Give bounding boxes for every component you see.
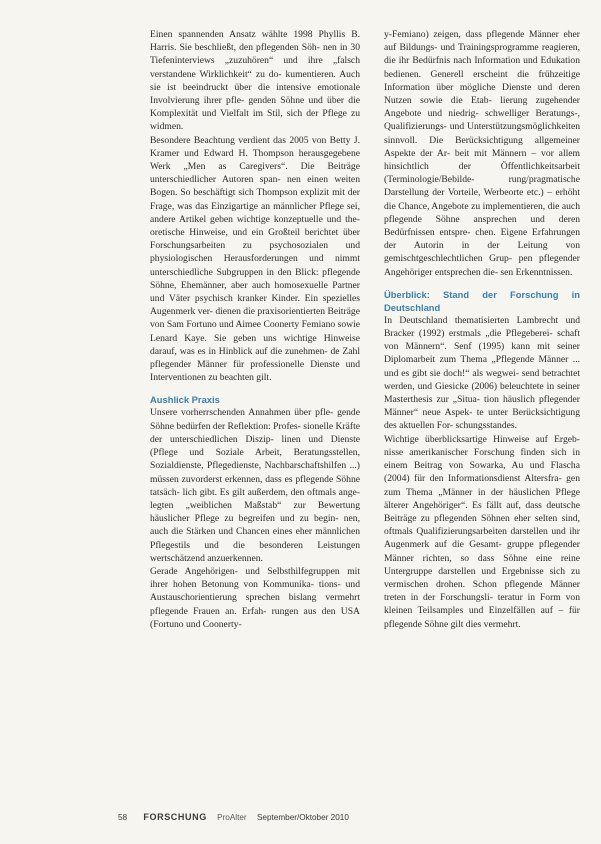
body-paragraph: Gerade Angehörigen- und Selbsthilfegruppen mit ihrer hohen Betonung von Kommunika- tions- und Austauschorientierung sprechen bislang vermehrt pflegende Frauen an. Erfah- rungen aus den USA (Fortuno und Coonerty- xyxy=(150,565,360,630)
body-paragraph: Unsere vorherrschenden Annahmen über pfle- gende Söhne bedürfen der Reflektion: Profes- sionelle Kräfte der unterschiedlichen Diszip- linen und Dienste (Pflege und Soziale Arbeit, Beratungsstellen, Sozialdienste, Pflegedienste, Nachbarschaftshilfen ...) müssen zuvorderst erkennen, dass es pflegende Söhne tatsäch- lich gibt. Es gilt außerdem, den oftmals ange- legten „weiblichen Maßstab“ zur Bewertung häuslicher Pflege zu begreifen und zu begin- nen, auch die Stärken und Chancen eines eher männlichen Pflegestils und die besonderen Leistungen wertschätzend anzuerkennen. xyxy=(150,407,360,564)
right-text-column xyxy=(384,28,580,798)
body-paragraph: Einen spannenden Ansatz wählte 1998 Phyllis B. Harris. Sie beschließt, den pflegenden Söh- nen in 30 Tiefeninterviews „zuzuhören“ und ihre „falsch verstandene Wirklichkeit“ zu do- kumentieren. Auch sie ist beeindruckt über die intensive emotionale Involvierung ihrer pfle- genden Söhne und über die Komplexität und Vielfalt im Stil, sich der Pflege zu widmen. xyxy=(150,29,360,133)
page-footer xyxy=(118,812,349,822)
page-number: 58 xyxy=(118,813,128,822)
issue-date: September/Oktober 2010 xyxy=(256,813,349,822)
magazine-name: ProAlter xyxy=(217,813,247,822)
body-paragraph: Besondere Beachtung verdient das 2005 von Betty J. Kramer und Edward H. Thompson herausgegebene Werk „Men as Caregivers“. Die Beiträge unterschiedlicher Autoren span- nen einen weiten Bogen. So beschäftigt sich Thompson explizit mit der Frage, was das Einzigartige an männlicher Pflege sei, andere Artikel geben wichtige konzeptuelle und the- oretische Hinweise, und ein Großteil berichtet über Forschungsarbeiten zu psychosozialen und physiologischen Herausforderungen und nimmt unterschiedliche Subgruppen in den Blick: pflegende Söhne, Ehemänner, aber auch homosexuelle Partner und Väter psychisch kranker Kinder. Ein spezielles Augenmerk ver- dienen die praxisorientierten Beiträge von Sam Fortuno und Aimee Coonerty Femiano sowie Lenard Kaye. Sie geben uns wichtige Hinweise darauf, was es in Hinblick auf die zunehmen- de Zahl pflegender Männer für professionelle Dienste und Interventionen zu beachten gilt. xyxy=(150,134,360,384)
body-paragraph: In Deutschland thematisierten Lambrecht und Bracker (1992) erstmals „die Pflegeberei- schaft von Männern“. Senf (1995) kann mit seiner Diplomarbeit zum Thema „Pflegende Männer ... und es gibt sie doch!“ als wegwei- send betrachtet werden, und Giesicke (2006) beleuchtete in seiner Masterthesis zur „Situa- tion häuslich pflegender Männer“ neue Aspek- te unter Berücksichtigung des aktuellen For- schungsstandes. xyxy=(384,314,580,432)
section-label: FORSCHUNG xyxy=(143,812,207,822)
section-heading: Überblick: Stand der Forschung in Deutschland xyxy=(384,288,580,313)
left-text-column xyxy=(150,28,360,798)
section-heading: Aushlick Praxis xyxy=(150,394,220,406)
body-paragraph: Wichtige überblicksartige Hinweise auf Ergeb- nisse amerikanischer Forschung finden sich in einem Beitrag von Sowarka, Au und Flascha (2004) für den Informationsdienst Altersfra- gen zum Thema „Männer in der häuslichen Pflege älterer Angehöriger“. Es fällt auf, dass deutsche Beiträge zu pflegenden Söhnen eher selten sind, oftmals Qualifizierungsarbeiten darstellen und ihr Augenmerk auf die Gesamt- gruppe pflegender Männer richten, so dass Söhne eine reine Untergruppe darstellen und Ergebnisse sich zu vermischen drohen. Schon pflegende Männer treten in der Forschungsli- teratur in Form von kleinen Teilsamples und Einzelfällen auf – für pflegende Söhne gilt dies vermehrt. xyxy=(384,433,580,630)
body-paragraph: y-Femiano) zeigen, dass pflegende Männer eher auf Bildungs- und Trainingsprogramme reagieren, die ihr Bedürfnis nach Information und Edukation bedienen. Generell erscheint die frühzeitige Information über mögliche Dienste und deren Nutzen sowie die Etab- lierung zugehender Angebote und niedrig- schwelliger Beratungs-, Qualifizierungs- und Unterstützungsmöglichkeiten sinnvoll. Die Berücksichtigung allgemeiner Aspekte der Ar- beit mit Männern – vor allem hinsichtlich der Öffentlichkeitsarbeit (Terminologie/Bebilde- rung/pragmatische Darstellung der Vorteile, Werbeorte etc.) – erhöht die Chance, Angebote zu implementieren, die auch pflegende Söhne ansprechen und deren Bedürfnissen entspre- chen. Eigene Erfahrungen der Autorin in der Leitung von gemischtgeschlechtlichen Grup- pen pflegender Angehöriger entsprechen die- sen Erkenntnissen. xyxy=(384,29,580,278)
